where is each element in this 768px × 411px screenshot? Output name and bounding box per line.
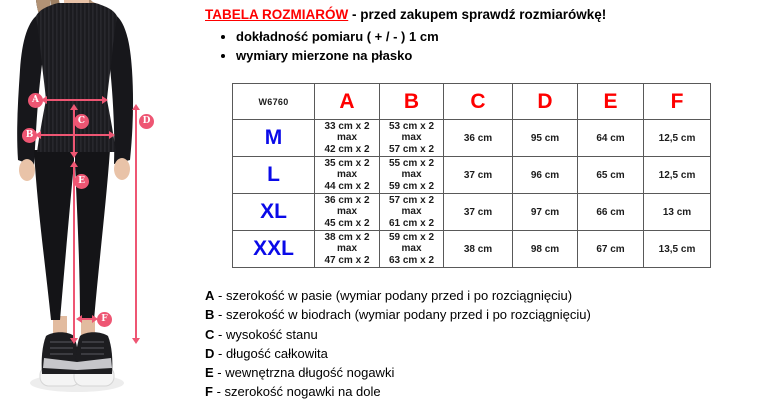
measure-marker-a: A xyxy=(28,93,43,108)
measure-arrow-b xyxy=(37,134,113,136)
cell-c: 37 cm xyxy=(444,194,513,231)
cell-f: 13 cm xyxy=(644,194,711,231)
legend-item-c: C - wysokość stanu xyxy=(205,326,318,342)
size-label: XXL xyxy=(233,231,315,268)
cell-f: 12,5 cm xyxy=(644,120,711,157)
cell-d: 97 cm xyxy=(513,194,578,231)
cell-e: 67 cm xyxy=(578,231,644,268)
cell-a: 36 cm x 2 max 45 cm x 2 xyxy=(315,194,380,231)
cell-d: 98 cm xyxy=(513,231,578,268)
measure-arrow-c xyxy=(73,106,75,156)
model-figure xyxy=(0,0,205,411)
size-label: XL xyxy=(233,194,315,231)
column-header-f: F xyxy=(644,84,711,120)
cell-d: 95 cm xyxy=(513,120,578,157)
cell-e: 65 cm xyxy=(578,157,644,194)
cell-a: 35 cm x 2 max 44 cm x 2 xyxy=(315,157,380,194)
sweater-torso xyxy=(36,3,117,152)
cell-c: 36 cm xyxy=(444,120,513,157)
measure-marker-e: E xyxy=(74,174,89,189)
size-row-xl xyxy=(233,194,711,231)
cell-a: 38 cm x 2 max 47 cm x 2 xyxy=(315,231,380,268)
column-header-a: A xyxy=(315,84,380,120)
cell-b: 53 cm x 2 max 57 cm x 2 xyxy=(380,120,444,157)
note-accuracy: • dokładność pomiaru ( + / - ) 1 cm xyxy=(236,27,439,46)
product-code: W6760 xyxy=(233,84,315,120)
measurement-notes xyxy=(236,27,439,65)
size-row-xxl xyxy=(233,231,711,268)
column-header-c: C xyxy=(444,84,513,120)
size-row-m xyxy=(233,120,711,157)
cell-f: 12,5 cm xyxy=(644,157,711,194)
cell-a: 33 cm x 2 max 42 cm x 2 xyxy=(315,120,380,157)
measurement-legend xyxy=(205,286,591,402)
column-header-b: B xyxy=(380,84,444,120)
hand-left xyxy=(19,159,35,181)
legend-item-b: B - szerokość w biodrach (wymiar podany przed i po rozciągnięciu) xyxy=(205,307,591,323)
measure-marker-b: B xyxy=(22,128,37,143)
measure-arrow-d xyxy=(135,106,137,342)
model-photo xyxy=(0,0,205,411)
size-table xyxy=(232,83,711,268)
hand-right xyxy=(114,158,130,180)
size-label: L xyxy=(233,157,315,194)
note-flat: • wymiary mierzone na płasko xyxy=(236,46,439,65)
cell-b: 57 cm x 2 max 61 cm x 2 xyxy=(380,194,444,231)
page-title xyxy=(205,7,606,22)
cell-b: 55 cm x 2 max 59 cm x 2 xyxy=(380,157,444,194)
cell-e: 66 cm xyxy=(578,194,644,231)
legend-item-f: F - szerokość nogawki na dole xyxy=(205,384,381,400)
table-header-row xyxy=(233,84,711,120)
measure-marker-f: F xyxy=(97,312,112,327)
title-highlight: TABELA ROZMIARÓW xyxy=(205,7,349,22)
cell-c: 38 cm xyxy=(444,231,513,268)
legend-item-a: A - szerokość w pasie (wymiar podany przed i po rozciągnięciu) xyxy=(205,288,573,303)
cell-d: 96 cm xyxy=(513,157,578,194)
legend-item-d: D - długość całkowita xyxy=(205,345,328,361)
cell-f: 13,5 cm xyxy=(644,231,711,268)
measure-marker-d: D xyxy=(139,114,154,129)
cell-e: 64 cm xyxy=(578,120,644,157)
column-header-d: D xyxy=(513,84,578,120)
column-header-e: E xyxy=(578,84,644,120)
title-rest: - przed zakupem sprawdź rozmiarówkę! xyxy=(348,7,607,22)
legend-item-e: E - wewnętrzna długość nogawki xyxy=(205,365,395,381)
measure-marker-c: C xyxy=(74,114,89,129)
size-row-l xyxy=(233,157,711,194)
cell-b: 59 cm x 2 max 63 cm x 2 xyxy=(380,231,444,268)
size-label: M xyxy=(233,120,315,157)
measure-arrow-f xyxy=(78,318,96,320)
cell-c: 37 cm xyxy=(444,157,513,194)
leggings-leg-left xyxy=(34,150,74,320)
